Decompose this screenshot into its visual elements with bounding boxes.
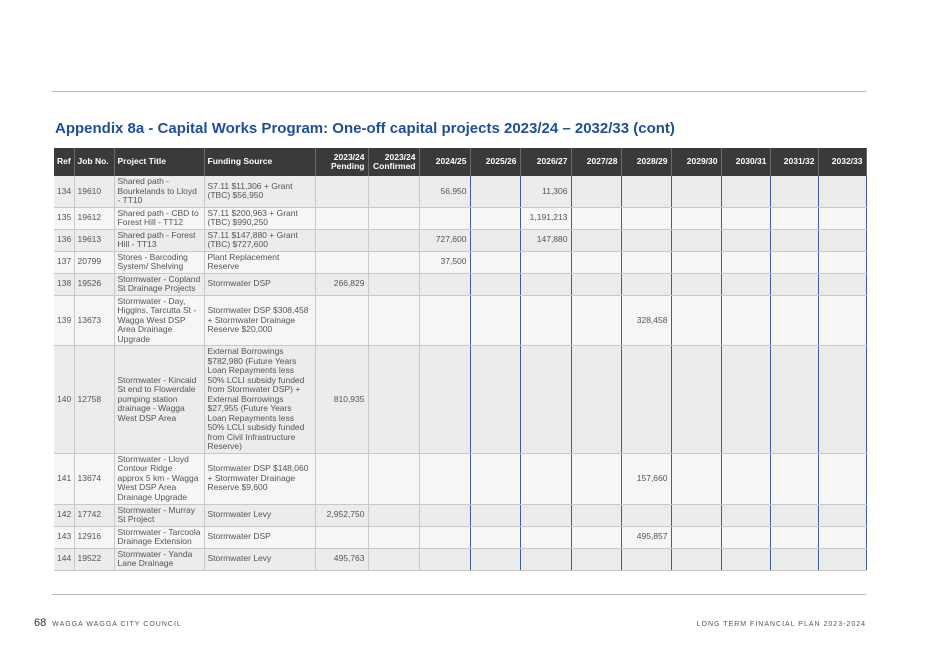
project-title-cell: Stormwater - Lloyd Contour Ridge approx 5 km - Wagga West DSP Area Drainage Upgrade — [114, 453, 204, 504]
amount-cell — [470, 526, 520, 548]
table-row — [54, 207, 866, 229]
project-title-cell: Shared path - Forest Hill - TT13 — [114, 229, 204, 251]
amount-cell — [621, 176, 671, 207]
ref-cell: 137 — [54, 251, 74, 273]
column-header: 2025/26 — [470, 148, 520, 176]
amount-cell — [571, 526, 621, 548]
amount-cell — [770, 273, 818, 295]
amount-cell — [818, 176, 866, 207]
amount-cell — [470, 251, 520, 273]
amount-cell — [419, 346, 470, 454]
amount-cell — [818, 229, 866, 251]
amount-cell: 495,857 — [621, 526, 671, 548]
funding-source-cell: S7.11 $11,306 + Grant (TBC) $56,950 — [204, 176, 315, 207]
amount-cell — [818, 453, 866, 504]
amount-cell — [671, 176, 721, 207]
amount-cell — [470, 346, 520, 454]
amount-cell — [419, 207, 470, 229]
amount-cell — [315, 251, 368, 273]
funding-source-cell: Stormwater DSP $148,060 + Stormwater Drainage Reserve $9,600 — [204, 453, 315, 504]
ref-cell: 139 — [54, 295, 74, 346]
amount-cell — [770, 176, 818, 207]
table-row — [54, 251, 866, 273]
amount-cell — [621, 273, 671, 295]
amount-cell — [621, 548, 671, 570]
bottom-rule — [52, 594, 866, 595]
amount-cell: 147,880 — [520, 229, 571, 251]
table-header-row — [54, 148, 866, 176]
amount-cell — [571, 207, 621, 229]
amount-cell — [818, 251, 866, 273]
column-header: 2030/31 — [721, 148, 770, 176]
amount-cell — [571, 504, 621, 526]
amount-cell — [671, 548, 721, 570]
funding-source-cell: Stormwater Levy — [204, 504, 315, 526]
amount-cell — [368, 251, 419, 273]
amount-cell: 1,191,213 — [520, 207, 571, 229]
amount-cell — [520, 504, 571, 526]
funding-source-cell: External Borrowings $782,980 (Future Years Loan Repayments less 50% LCLI subsidy funded from Stormwater DSP) + External Borrowings $27,955 (Future Years Loan Repayments less 50% LCLI subsidy funded from Civil Infrastructure Reserve) — [204, 346, 315, 454]
footer-left — [34, 617, 182, 629]
amount-cell — [671, 526, 721, 548]
funding-source-cell: Stormwater DSP — [204, 526, 315, 548]
column-header: 2026/27 — [520, 148, 571, 176]
ref-cell: 143 — [54, 526, 74, 548]
amount-cell — [520, 548, 571, 570]
amount-cell — [368, 273, 419, 295]
amount-cell — [671, 251, 721, 273]
column-header: Project Title — [114, 148, 204, 176]
project-title-cell: Stormwater - Day, Higgins, Tarcutta St - Wagga West DSP Area Drainage Upgrade — [114, 295, 204, 346]
job-number-cell: 19526 — [74, 273, 114, 295]
amount-cell: 56,950 — [419, 176, 470, 207]
amount-cell — [315, 229, 368, 251]
job-number-cell: 13674 — [74, 453, 114, 504]
amount-cell — [470, 548, 520, 570]
amount-cell — [520, 346, 571, 454]
amount-cell — [721, 273, 770, 295]
table-row — [54, 295, 866, 346]
column-header: 2023/24 Pending — [315, 148, 368, 176]
amount-cell — [315, 526, 368, 548]
amount-cell — [368, 526, 419, 548]
amount-cell — [770, 504, 818, 526]
amount-cell — [721, 526, 770, 548]
amount-cell — [770, 295, 818, 346]
amount-cell — [315, 453, 368, 504]
amount-cell — [315, 295, 368, 346]
amount-cell — [520, 453, 571, 504]
amount-cell — [470, 295, 520, 346]
project-title-cell: Shared path - Bourkelands to Lloyd - TT10 — [114, 176, 204, 207]
table-row — [54, 526, 866, 548]
amount-cell — [770, 229, 818, 251]
project-title-cell: Stores - Barcoding System/ Shelving — [114, 251, 204, 273]
funding-source-cell: Stormwater Levy — [204, 548, 315, 570]
amount-cell — [368, 453, 419, 504]
amount-cell: 328,458 — [621, 295, 671, 346]
amount-cell — [721, 251, 770, 273]
amount-cell: 727,600 — [419, 229, 470, 251]
amount-cell — [470, 176, 520, 207]
column-header: 2031/32 — [770, 148, 818, 176]
amount-cell — [571, 346, 621, 454]
column-header: 2023/24 Confirmed — [368, 148, 419, 176]
table-row — [54, 273, 866, 295]
amount-cell — [419, 504, 470, 526]
column-header: Funding Source — [204, 148, 315, 176]
funding-source-cell: S7.11 $200,963 + Grant (TBC) $990,250 — [204, 207, 315, 229]
ref-cell: 134 — [54, 176, 74, 207]
amount-cell — [368, 207, 419, 229]
amount-cell — [770, 453, 818, 504]
amount-cell — [770, 346, 818, 454]
amount-cell — [621, 251, 671, 273]
job-number-cell: 20799 — [74, 251, 114, 273]
amount-cell — [818, 273, 866, 295]
amount-cell — [470, 273, 520, 295]
table-row — [54, 453, 866, 504]
job-number-cell: 13673 — [74, 295, 114, 346]
amount-cell — [368, 295, 419, 346]
amount-cell — [770, 251, 818, 273]
job-number-cell: 19613 — [74, 229, 114, 251]
amount-cell — [818, 526, 866, 548]
project-title-cell: Shared path - CBD to Forest Hill - TT12 — [114, 207, 204, 229]
amount-cell — [818, 346, 866, 454]
funding-source-cell: Plant Replacement Reserve — [204, 251, 315, 273]
column-header: Job No. — [74, 148, 114, 176]
amount-cell — [571, 548, 621, 570]
ref-cell: 142 — [54, 504, 74, 526]
amount-cell — [571, 251, 621, 273]
column-header: 2032/33 — [818, 148, 866, 176]
amount-cell — [621, 229, 671, 251]
amount-cell — [419, 548, 470, 570]
amount-cell — [571, 453, 621, 504]
amount-cell — [671, 504, 721, 526]
amount-cell — [368, 176, 419, 207]
amount-cell — [671, 453, 721, 504]
amount-cell: 157,660 — [621, 453, 671, 504]
amount-cell — [368, 346, 419, 454]
column-header: 2028/29 — [621, 148, 671, 176]
amount-cell — [818, 548, 866, 570]
amount-cell — [419, 273, 470, 295]
amount-cell — [470, 453, 520, 504]
ref-cell: 138 — [54, 273, 74, 295]
table-body — [54, 176, 866, 570]
table-row — [54, 504, 866, 526]
amount-cell — [621, 504, 671, 526]
project-title-cell: Stormwater - Yanda Lane Drainage — [114, 548, 204, 570]
amount-cell — [721, 346, 770, 454]
amount-cell — [368, 504, 419, 526]
amount-cell — [671, 207, 721, 229]
amount-cell — [419, 295, 470, 346]
amount-cell — [520, 526, 571, 548]
column-header: 2027/28 — [571, 148, 621, 176]
footer-document-name: LONG TERM FINANCIAL PLAN 2023-2024 — [696, 621, 866, 628]
amount-cell — [770, 548, 818, 570]
amount-cell — [470, 504, 520, 526]
page-number: 68 — [34, 617, 47, 629]
amount-cell — [770, 207, 818, 229]
amount-cell — [770, 526, 818, 548]
amount-cell — [315, 207, 368, 229]
column-header: 2024/25 — [419, 148, 470, 176]
amount-cell — [419, 453, 470, 504]
ref-cell: 136 — [54, 229, 74, 251]
amount-cell: 2,952,750 — [315, 504, 368, 526]
job-number-cell: 17742 — [74, 504, 114, 526]
amount-cell — [571, 273, 621, 295]
amount-cell — [818, 504, 866, 526]
amount-cell: 266,829 — [315, 273, 368, 295]
job-number-cell: 12916 — [74, 526, 114, 548]
amount-cell: 810,935 — [315, 346, 368, 454]
table-row — [54, 176, 866, 207]
table-row — [54, 229, 866, 251]
amount-cell: 11,306 — [520, 176, 571, 207]
top-rule — [52, 91, 866, 92]
ref-cell: 141 — [54, 453, 74, 504]
ref-cell: 144 — [54, 548, 74, 570]
capital-works-table — [54, 148, 867, 571]
project-title-cell: Stormwater - Kincaid St end to Flowerdale pumping station drainage - Wagga West DSP Area — [114, 346, 204, 454]
amount-cell — [520, 273, 571, 295]
amount-cell — [368, 229, 419, 251]
amount-cell — [470, 207, 520, 229]
project-title-cell: Stormwater - Murray St Project — [114, 504, 204, 526]
amount-cell — [571, 229, 621, 251]
project-title-cell: Stormwater - Tarcoola Drainage Extension — [114, 526, 204, 548]
job-number-cell: 19610 — [74, 176, 114, 207]
amount-cell — [721, 453, 770, 504]
project-title-cell: Stormwater - Copland St Drainage Projects — [114, 273, 204, 295]
footer-council-name: WAGGA WAGGA CITY COUNCIL — [52, 621, 182, 628]
amount-cell — [621, 346, 671, 454]
amount-cell — [721, 176, 770, 207]
amount-cell — [520, 295, 571, 346]
amount-cell — [721, 504, 770, 526]
ref-cell: 140 — [54, 346, 74, 454]
amount-cell — [315, 176, 368, 207]
column-header: 2029/30 — [671, 148, 721, 176]
amount-cell — [721, 548, 770, 570]
amount-cell — [721, 207, 770, 229]
amount-cell — [621, 207, 671, 229]
amount-cell: 495,763 — [315, 548, 368, 570]
funding-source-cell: Stormwater DSP — [204, 273, 315, 295]
amount-cell — [520, 251, 571, 273]
table-row — [54, 548, 866, 570]
job-number-cell: 19612 — [74, 207, 114, 229]
amount-cell — [571, 176, 621, 207]
job-number-cell: 12758 — [74, 346, 114, 454]
amount-cell — [721, 295, 770, 346]
page-title: Appendix 8a - Capital Works Program: One-off capital projects 2023/24 – 2032/33 (cont) — [55, 120, 675, 137]
job-number-cell: 19522 — [74, 548, 114, 570]
funding-source-cell: Stormwater DSP $308,458 + Stormwater Drainage Reserve $20,000 — [204, 295, 315, 346]
amount-cell — [671, 229, 721, 251]
column-header: Ref — [54, 148, 74, 176]
amount-cell — [671, 295, 721, 346]
table-row — [54, 346, 866, 454]
amount-cell — [571, 295, 621, 346]
amount-cell — [818, 295, 866, 346]
amount-cell — [671, 346, 721, 454]
amount-cell — [721, 229, 770, 251]
amount-cell — [368, 548, 419, 570]
amount-cell — [671, 273, 721, 295]
amount-cell — [818, 207, 866, 229]
amount-cell — [470, 229, 520, 251]
amount-cell: 37,500 — [419, 251, 470, 273]
funding-source-cell: S7.11 $147,880 + Grant (TBC) $727,600 — [204, 229, 315, 251]
ref-cell: 135 — [54, 207, 74, 229]
amount-cell — [419, 526, 470, 548]
